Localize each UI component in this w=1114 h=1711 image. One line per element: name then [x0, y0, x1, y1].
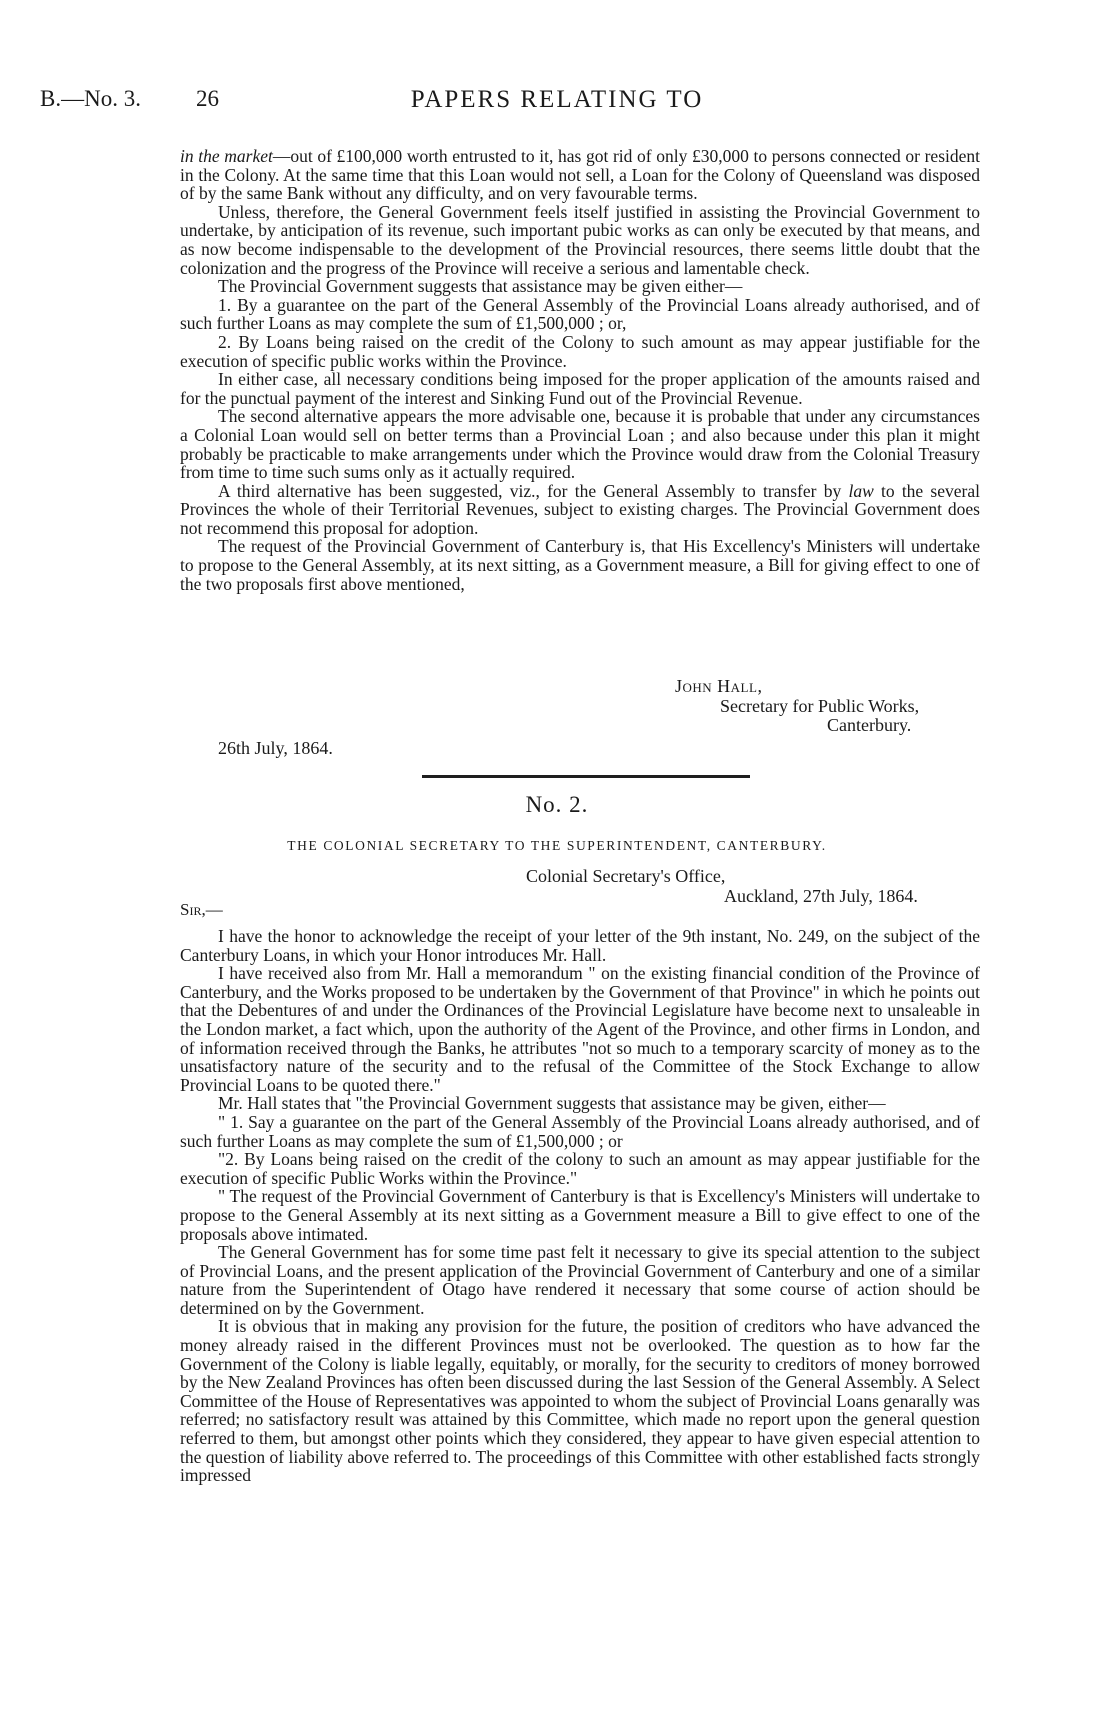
paragraph: In either case, all necessary conditions being imposed for the proper application of the amounts raised and for the punctual payment of the interest and Sinking Fund out of the Provincial Revenue. [180, 369, 980, 408]
list-item: 2. By Loans being raised on the credit of the Colony to such amount as may appear justifiable for the execution of specific public works within the Province. [180, 331, 980, 371]
letter-heading: THE COLONIAL SECRETARY TO THE SUPERINTENDENT, CANTERBURY. [287, 838, 827, 853]
signatory-name: John Hall, [675, 676, 763, 696]
section-divider [422, 775, 750, 778]
emphasis: in the market [180, 146, 273, 166]
page-header [0, 86, 1114, 120]
memorandum-continuation [180, 147, 980, 593]
paragraph: A third alternative has been suggested, viz., for the General Assembly to transfer by law to the several Provinces the whole of their Territorial Revenues, subject to existing charges. The Provincial Government does not recommend this proposal for adoption. [180, 480, 980, 538]
list-item: " 1. Say a guarantee on the part of the General Assembly of the Provincial Loans already authorised, and of such further Loans as may complete the sum of £1,500,000 ; or [180, 1111, 980, 1151]
paragraph: I have the honor to acknowledge the receipt of your letter of the 9th instant, No. 249, on the subject of the Canterbury Loans, in which your Honor introduces Mr. Hall. [180, 926, 980, 965]
list-item: 1. By a guarantee on the part of the General Assembly of the Provincial Loans already authorised, and of such further Loans as may complete the sum of £1,500,000 ; or, [180, 294, 980, 334]
emphasis: law [848, 480, 874, 501]
paragraph: The Provincial Government suggests that assistance may be given either— [218, 276, 743, 297]
paragraph: Unless, therefore, the General Government feels itself justified in assisting the Provincial Government to undertake, by anticipation of its revenue, such important pubic works as can only be executed by that means, and as now become indispensable to the development of the Provincial resources, there seems little doubt that the colonization and the progress of the Province will receive a serious and lamentable check. [180, 201, 980, 278]
signatory-title: Secretary for Public Works, [720, 696, 920, 716]
running-title: PAPERS RELATING TO [410, 86, 704, 113]
paragraph: The request of the Provincial Government of Canterbury is, that His Excellency's Ministers will undertake to propose to the General Assembly, at its next sitting, as a Government measure, a Bill for giving effect to one of the two proposals first above mentioned, [180, 536, 980, 594]
sender-office: Colonial Secretary's Office, [526, 866, 726, 886]
salutation: Sir,— [180, 900, 223, 919]
paragraph: The second alternative appears the more advisable one, because it is probable that under any circumstances a Colonial Loan would sell on better terms than a Provincial Loan ; and also because under this plan it might probably be practicable to make arrangements under which the Province would draw from the Colonial Treasury from time to time such sums only as it actually required. [180, 406, 980, 483]
page-number: 26 [196, 86, 219, 111]
signatory-location: Canterbury. [827, 715, 912, 735]
list-item: "2. By Loans being raised on the credit of the colony to such an amount as may appear justifiable for the execution of specific Public Works within the Province." [180, 1149, 980, 1188]
paper-reference: B.—No. 3. [40, 86, 141, 111]
paragraph: The General Government has for some time past felt it necessary to give its special attention to the subject of Provincial Loans, and the present application of the Provincial Government of Canterbury and one of a similar nature from the Superintendent of Otago have rendered it necessary that some course of action should be determined on by the Government. [180, 1242, 980, 1318]
memorandum-date: 26th July, 1864. [218, 738, 333, 758]
paragraph: " The request of the Provincial Government of Canterbury is that is Excellency's Ministers will undertake to propose to the General Assembly at its next sitting as a Government measure a Bill to give effect to one of the proposals above intimated. [180, 1186, 980, 1244]
document-number: No. 2. [525, 792, 589, 817]
letter-body [180, 927, 980, 1485]
letter-place-date: Auckland, 27th July, 1864. [724, 886, 918, 906]
paragraph: in the market—out of £100,000 worth entrusted to it, has got rid of only £30,000 to persons connected or resident in the Colony. At the same time that this Loan would not sell, a Loan for the Colony of Queensland was disposed of by the same Bank without any difficulty, and on very favourable terms. [180, 146, 980, 204]
paragraph: I have received also from Mr. Hall a memorandum " on the existing financial condition of the Province of Canterbury, and the Works proposed to be undertaken by the Government of that Province" in which he points out that the Debentures of and under the Ordinances of the Provincial Legislature have become next to unsaleable in the London market, a fact which, upon the authority of the Agent of the Province, and other firms in London, and of information received through the Banks, he attributes "not so much to a temporary scarcity of money as to the unsatisfactory nature of the security and to the refusal of the Committee of the Stock Exchange to allow Provincial Loans to be quoted there." [180, 963, 980, 1095]
paragraph: Mr. Hall states that "the Provincial Government suggests that assistance may be given, either— [218, 1093, 886, 1114]
paragraph: It is obvious that in making any provision for the future, the position of creditors who have advanced the money already raised in the different Provinces must not be overlooked. The question as to how far the Government of the Colony is liable legally, equitably, or morally, for the security to creditors of money borrowed by the New Zealand Provinces has often been discussed during the last Session of the General Assembly. A Select Committee of the House of Representatives was appointed to whom the subject of Provincial Loans genarally was referred; no satisfactory result was attained by this Committee, which made no report upon the general question referred to them, but amongst other points which they considered, they appear to have given especial attention to the question of liability above referred to. The proceedings of this Committee with other established facts strongly impressed [180, 1316, 980, 1486]
